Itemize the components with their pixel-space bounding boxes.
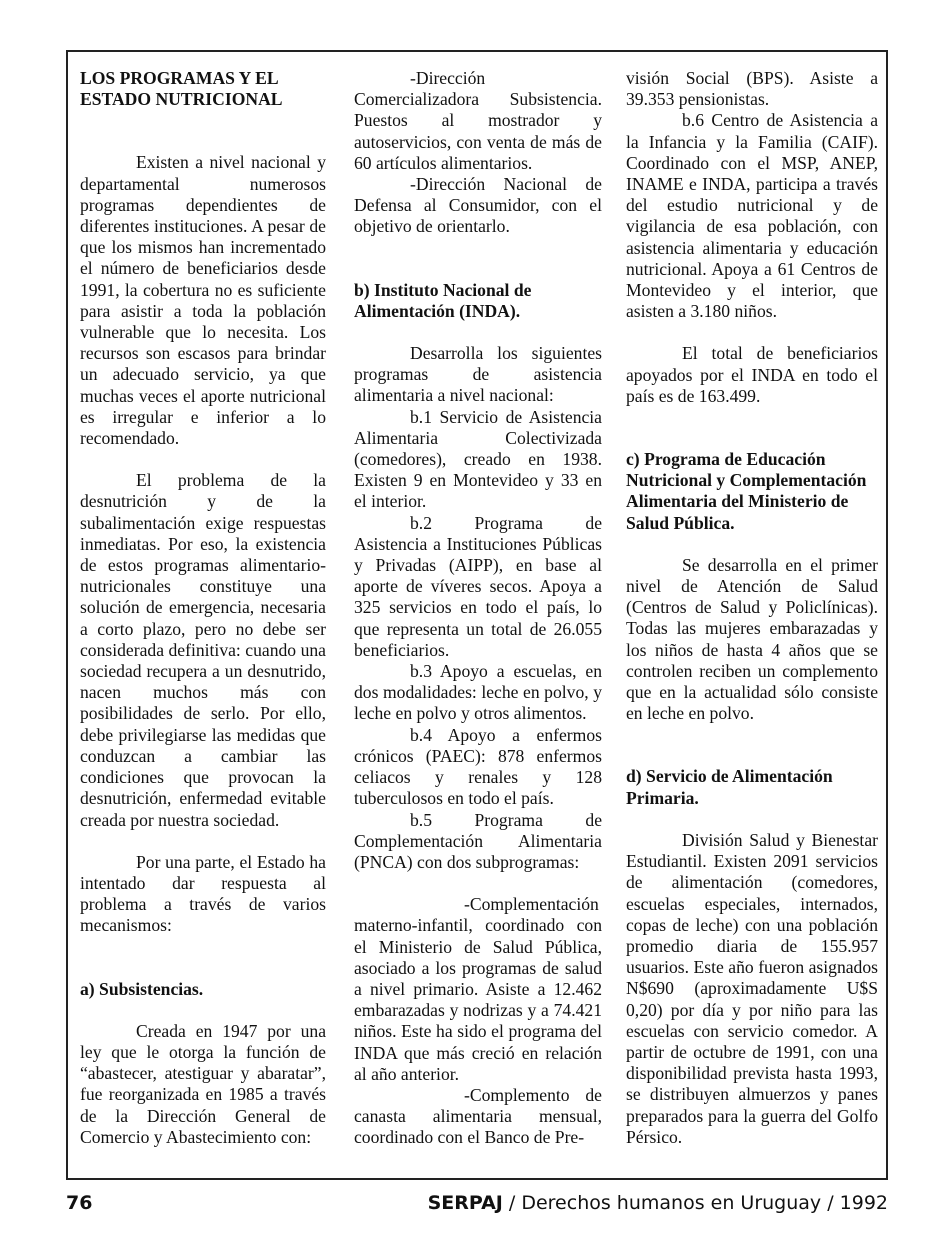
paragraph: El problema de la desnutrición y de la subalimentación exige respuestas inmediatas. Por eso, la existencia de estos programas alimentario-nutricionales constituye una solución de emergencia, necesaria a corto plazo, pero no debe ser considerada definitiva: cuando una sociedad recupera a un desnutrido, nacen muchos más con posibilidades de serlo. Por ello, debe privilegiarse las medidas que conduzcan a cambiar las condiciones que provocan la desnutrición, enfermedad evitable creada por nuestra sociedad. [80,470,326,830]
subsection-heading: c) Programa de Educación Nutricional y Complementación Alimentaria del Ministerio de Salud Pública. [626,449,867,533]
publication-title: / Derechos humanos en Uruguay / 1992 [502,1192,888,1214]
paragraph: El total de beneficiarios apoyados por el INDA en todo el país es de 163.499. [626,343,878,406]
publisher-name: SERPAJ [427,1192,503,1214]
paragraph: b.6 Centro de Asistencia a la Infancia y la Familia (CAIF). Coordinado con el MSP, ANEP, INAME e INDA, participa a través del estudio nutricional y de vigilancia de esa población, con asistencia alimentaria y educación nutricional. Apoya a 61 Centros de Montevideo y el interior, que asisten a 3.180 niños. [626,110,878,322]
paragraph: b.4 Apoyo a enfermos crónicos (PAEC): 878 enfermos celiacos y renales y 128 tuberculosos en todo el país. [354,724,602,809]
paragraph: -Dirección Comercializadora Subsistencia. Puestos al mostrador y autoservicios, con venta de más de 60 artículos alimentarios. [354,68,602,173]
paragraph: b.5 Programa de Complementación Alimentaria (PNCA) con dos subprogramas: [354,809,602,872]
page-number: 76 [66,1192,93,1214]
paragraph: -Complemento de canasta alimentaria mensual, coordinado con el Banco de Pre- [354,1084,602,1148]
paragraph: Desarrolla los siguientes programas de asistencia alimentaria a nivel nacional: [354,343,602,406]
subsection-heading: b) Instituto Nacional de Alimentación (INDA). [354,279,532,321]
paragraph: Existen a nivel nacional y departamental numerosos programas dependientes de diferentes instituciones. A pesar de que los mismos han incrementado el número de beneficiarios desde 1991, la cobertura no es suficiente para asistir a toda la población vulnerable que lo necesita. Los recursos son escasos para brindar un adecuado servicio, ya que muchas veces el aporte nutricional es irregular e inferior a lo recomendado. [80,152,326,449]
paragraph: -Dirección Nacional de Defensa al Consumidor, con el objetivo de orientarlo. [354,174,602,237]
page-frame [66,50,888,1180]
paragraph: División Salud y Bienestar Estudiantil. Existen 2091 servicios de alimentación (comedores, escuelas especiales, internados, copas de leche) con una población promedio diaria de 155.957 usuarios. Este año fueron asignados N$690 (aproximadamente U$S 0,20) por día y por niño para las escuelas con servicio comedor. A partir de octubre de 1991, con una disponibilidad prevista hasta 1993, se distribuyen almuerzos y panes preparados para la guerra del Golfo Pérsico. [626,829,878,1147]
subsection-heading: d) Servicio de Alimentación Primaria. [626,766,833,808]
page-footer [66,1192,888,1222]
paragraph: Se desarrolla en el primer nivel de Atención de Salud (Centros de Salud y Policlínicas). Todas las mujeres embarazadas y los niños de hasta 4 años que se controlen reciben un complemento que en la actualidad sólo consiste en leche en polvo. [626,554,878,724]
publication-credit [428,1192,888,1214]
column-2 [354,68,602,1149]
subsection-heading: a) Subsistencias. [80,978,204,999]
column-1 [80,68,326,1148]
paragraph: Por una parte, el Estado ha intentado dar respuesta al problema a través de varios mecanismos: [80,851,326,936]
paragraph: Creada en 1947 por una ley que le otorga la función de “abastecer, atestiguar y abaratar”, fue reorganizada en 1985 a través de la Dirección General de Comercio y Abastecimiento con: [80,1020,326,1147]
paragraph: -Complementación materno-infantil, coordinado con el Ministerio de Salud Pública, asociado a los programas de salud a nivel primario. Asiste a 12.462 embarazadas y nodrizas y a 74.421 niños. Este ha sido el programa del INDA que más creció en relación al año anterior. [354,894,602,1084]
paragraph: b.1 Servicio de Asistencia Alimentaria Colectivizada (comedores), creado en 1938. Existen 9 en Montevideo y 33 en el interior. [354,406,602,512]
column-3 [626,68,878,1148]
paragraph: b.3 Apoyo a escuelas, en dos modalidades: leche en polvo, y leche en polvo y otros alimentos. [354,661,602,724]
section-heading: LOS PROGRAMAS Y EL ESTADO NUTRICIONAL [80,68,283,110]
paragraph: b.2 Programa de Asistencia a Instituciones Públicas y Privadas (AIPP), en base al aporte de víveres secos. Apoya a 325 servicios en todo el país, lo que representa un total de 26.055 beneficiarios. [354,512,602,660]
paragraph: visión Social (BPS). Asiste a 39.353 pensionistas. [626,68,878,110]
